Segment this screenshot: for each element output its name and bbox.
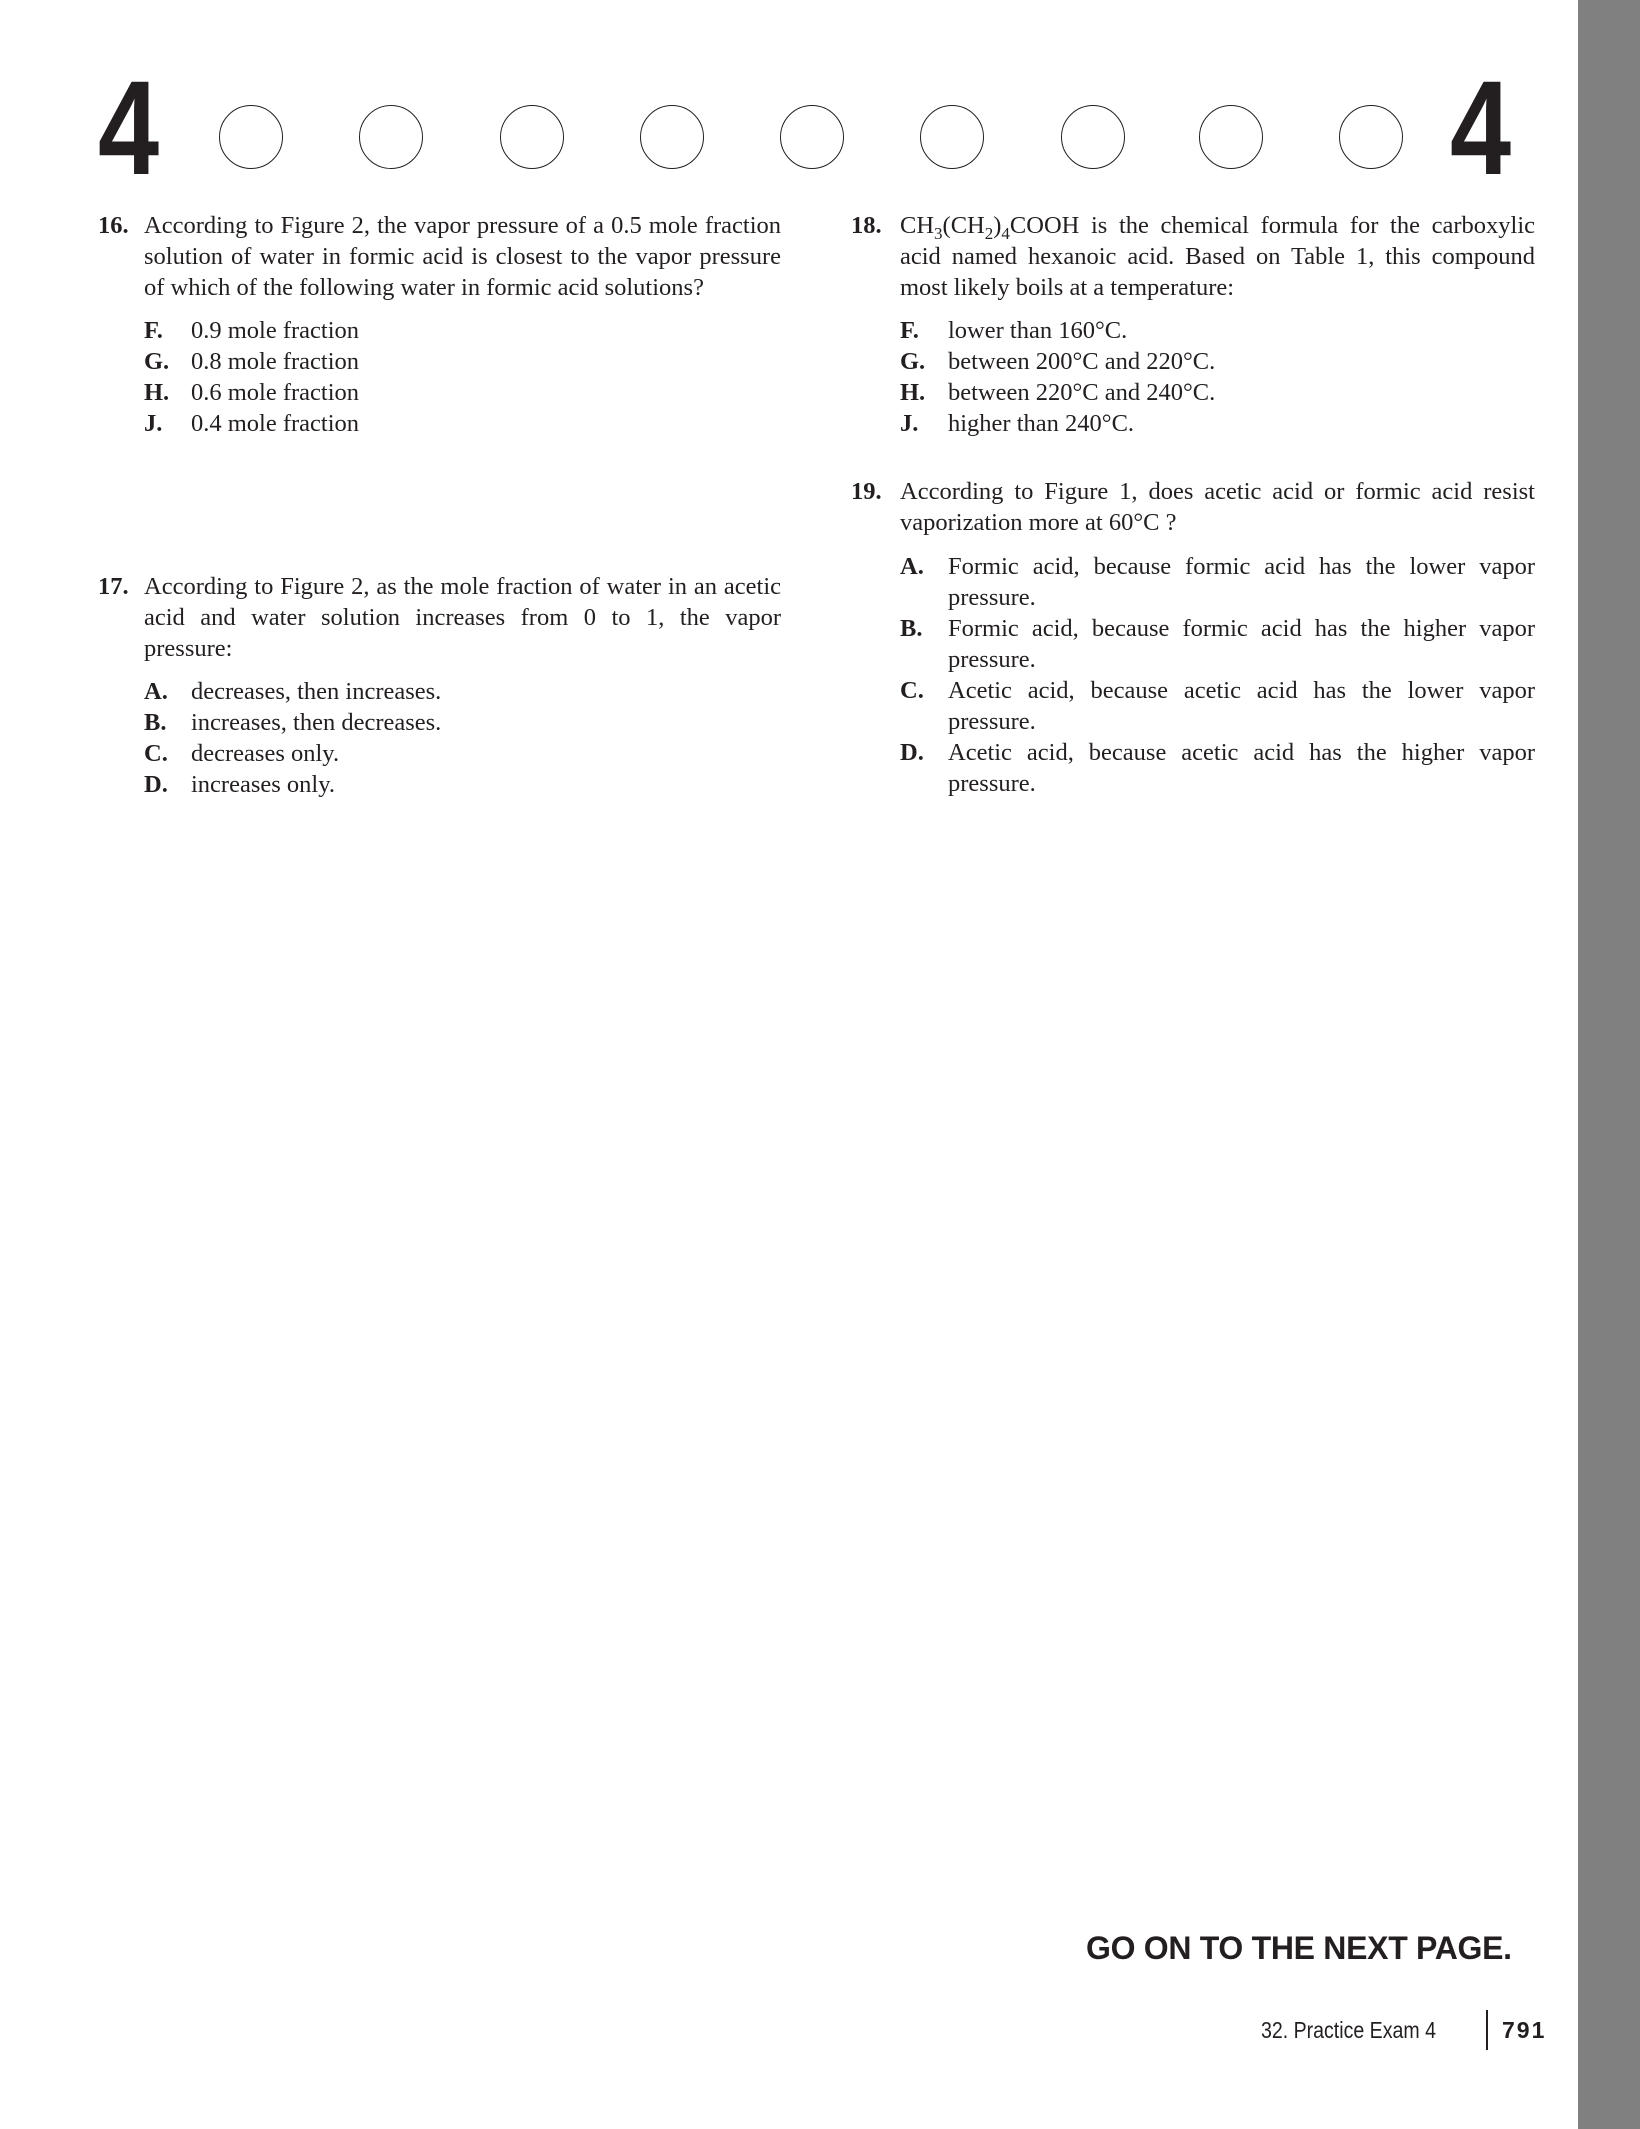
section-number-right: 4 (1450, 54, 1512, 203)
question-number: 16. (98, 212, 129, 239)
option-letter: F. (144, 317, 163, 344)
question-stem (900, 210, 1535, 303)
header-circle (780, 105, 844, 169)
question-stem-text: is the chemical formula for the carboxylic acid named hexanoic acid. Based on Table 1, this compound most likely boils at a temperature: (900, 212, 1535, 301)
option-text: 0.4 mole fraction (191, 410, 360, 437)
option-letter: A. (144, 678, 168, 705)
option-letter: B. (144, 709, 167, 736)
formula-part: ) (993, 212, 1002, 239)
page-number: 791 (1502, 2017, 1547, 2043)
header-circle (1339, 105, 1403, 169)
option-text: 0.8 mole fraction (191, 348, 360, 375)
question-number: 17. (98, 573, 129, 600)
option-text: increases only. (191, 771, 335, 798)
option-text: decreases, then increases. (191, 678, 442, 705)
page-edge-tab (1578, 0, 1640, 2129)
option-letter: A. (900, 553, 924, 580)
option-letter: F. (900, 317, 919, 344)
formula-subscript: 4 (1001, 224, 1010, 243)
option-text: Formic acid, because formic acid has the lower vapor pressure. (948, 553, 1535, 611)
formula-subscript: 2 (984, 224, 994, 243)
option-text: decreases only. (191, 740, 340, 767)
option-letter: C. (900, 677, 924, 704)
option-letter: J. (144, 410, 163, 437)
footer-chapter: 32. Practice Exam 4 (1261, 2017, 1436, 2043)
option-letter: B. (900, 615, 923, 642)
option-text: Formic acid, because formic acid has the higher vapor pressure. (948, 615, 1535, 673)
formula-part: CH (900, 212, 935, 239)
header-circle (1061, 105, 1125, 169)
header-circle (920, 105, 984, 169)
formula-part: COOH (1009, 212, 1080, 239)
question-stem: According to Figure 2, the vapor pressure of a 0.5 mole fraction solution of water in formic acid is closest to the vapor pressure of which of the following water in formic acid solutions? (144, 212, 781, 301)
option-letter: D. (900, 739, 924, 766)
footer-divider (1486, 2010, 1488, 2050)
question-number: 18. (851, 212, 882, 239)
option-text: 0.6 mole fraction (191, 379, 360, 406)
option-letter: H. (144, 379, 170, 406)
option-text: lower than 160°C. (948, 317, 1128, 344)
section-number-left: 4 (98, 54, 160, 203)
option-letter: H. (900, 379, 926, 406)
option-letter: C. (144, 740, 168, 767)
header-circle (219, 105, 283, 169)
option-letter: G. (900, 348, 926, 375)
option-text: higher than 240°C. (948, 410, 1135, 437)
go-on-instruction: GO ON TO THE NEXT PAGE. (1086, 1930, 1512, 1966)
option-text: between 200°C and 220°C. (948, 348, 1216, 375)
question-stem: According to Figure 2, as the mole fraction of water in an acetic acid and water solution increases from 0 to 1, the vapor pressure: (144, 573, 781, 662)
header-circle (500, 105, 564, 169)
header-circle (1199, 105, 1263, 169)
header-circle (359, 105, 423, 169)
option-letter: G. (144, 348, 170, 375)
question-number: 19. (851, 478, 882, 505)
option-text: between 220°C and 240°C. (948, 379, 1216, 406)
formula-part: (CH (942, 212, 985, 239)
option-letter: J. (900, 410, 919, 437)
question-stem: According to Figure 1, does acetic acid or formic acid resist vaporization more at 60°C ? (900, 478, 1535, 536)
formula-subscript: 3 (934, 224, 943, 243)
header-circle (640, 105, 704, 169)
option-text: 0.9 mole fraction (191, 317, 360, 344)
option-text: increases, then decreases. (191, 709, 442, 736)
option-text: Acetic acid, because acetic acid has the lower vapor pressure. (948, 677, 1535, 735)
option-letter: D. (144, 771, 168, 798)
option-text: Acetic acid, because acetic acid has the higher vapor pressure. (948, 739, 1535, 797)
